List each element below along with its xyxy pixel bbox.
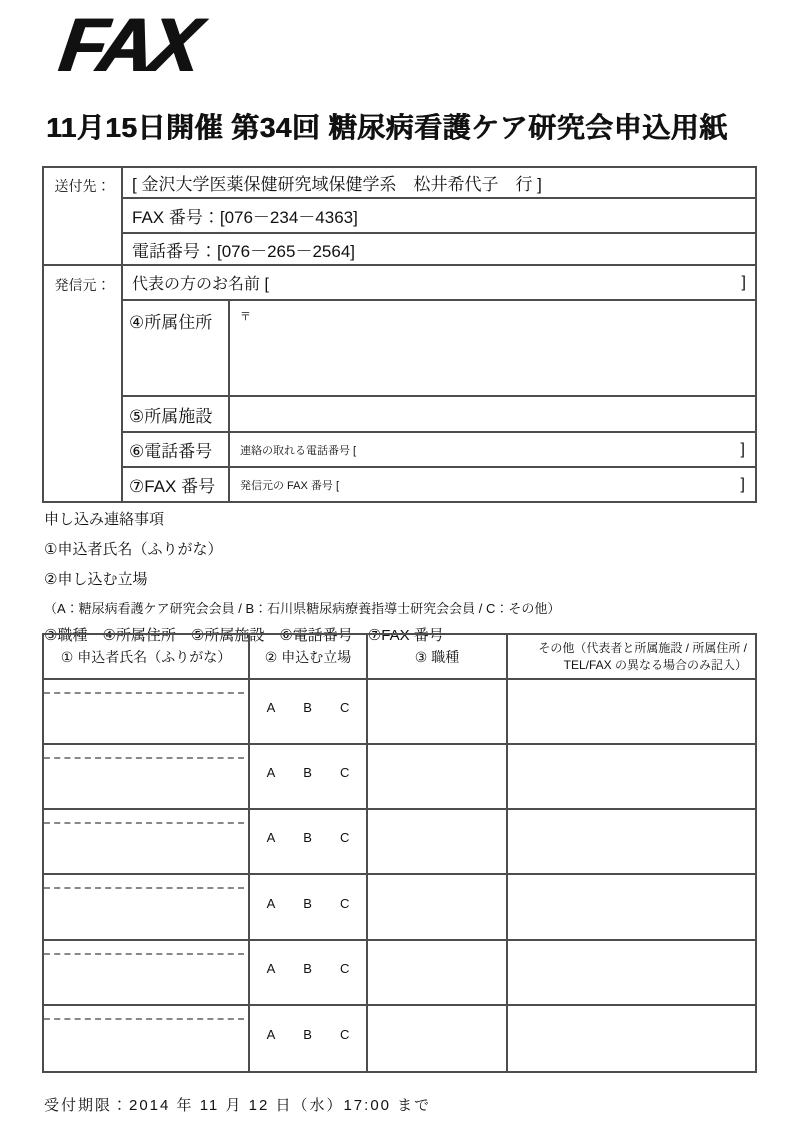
- other-cell: [508, 680, 755, 745]
- occupation-cell: [368, 875, 508, 940]
- application-notes: [44, 508, 560, 645]
- address-field: [230, 301, 755, 397]
- other-cell: [508, 941, 755, 1006]
- recipient-fax-number: FAX 番号：[076－234－4363]: [123, 199, 755, 234]
- option-a: A: [266, 960, 276, 976]
- postal-mark: 〒: [240, 311, 251, 323]
- position-cell: [250, 941, 368, 1006]
- option-c: C: [339, 960, 350, 976]
- header-other: [508, 635, 755, 680]
- recipient-label: 送付先：: [44, 168, 123, 266]
- other-cell: [508, 875, 755, 940]
- header-occupation: ③ 職種: [368, 635, 508, 680]
- header-applicant-name: ① 申込者氏名（ふりがな）: [44, 635, 250, 680]
- position-cell: [250, 1006, 368, 1071]
- fax-field: [230, 468, 755, 501]
- occupation-cell: [368, 745, 508, 810]
- fax-logo: FAX: [54, 3, 202, 88]
- application-deadline: 受付期限：2014 年 11 月 12 日（水）17:00 まで: [44, 1097, 432, 1114]
- furigana-guide-line: [44, 887, 244, 889]
- occupation-cell: [368, 1006, 508, 1071]
- other-cell: [508, 745, 755, 810]
- representative-name-label: 代表の方のお名前 [: [132, 276, 269, 293]
- option-c: C: [339, 830, 350, 846]
- representative-name-field: [123, 266, 755, 301]
- send-sender-table: [42, 166, 757, 503]
- name-cell: [44, 810, 250, 875]
- note-items-list: ③職種 ④所属住所 ⑤所属施設 ⑥電話番号 ⑦FAX 番号: [44, 627, 444, 644]
- other-cell: [508, 1006, 755, 1071]
- option-b: B: [303, 830, 312, 846]
- note-position-options: （A：糖尿病看護ケア研究会会員 / B：石川県糖尿病療養指導士研究会会員 / C：その他）: [44, 601, 561, 616]
- position-cell: [250, 680, 368, 745]
- occupation-cell: [368, 941, 508, 1006]
- phone-label: ⑥電話番号: [123, 433, 230, 468]
- note-applicant-name: ①申込者氏名（ふりがな）: [44, 541, 223, 558]
- name-cell: [44, 745, 250, 810]
- option-c: C: [339, 895, 350, 911]
- furigana-guide-line: [44, 692, 244, 694]
- header-other-line2: TEL/FAX の異なる場合のみ記入）: [563, 657, 747, 672]
- other-cell: [508, 810, 755, 875]
- option-b: B: [303, 765, 312, 781]
- header-other-line1: その他（代表者と所属施設 / 所属住所 /: [538, 641, 747, 656]
- furigana-guide-line: [44, 757, 244, 759]
- name-cell: [44, 680, 250, 745]
- option-b: B: [303, 1026, 312, 1042]
- position-cell: [250, 745, 368, 810]
- name-cell: [44, 1006, 250, 1071]
- position-cell: [250, 875, 368, 940]
- closing-bracket: ]: [741, 273, 746, 291]
- occupation-cell: [368, 680, 508, 745]
- option-a: A: [266, 765, 276, 781]
- note-position: ②申し込む立場: [44, 571, 148, 588]
- name-cell: [44, 941, 250, 1006]
- fax-label: ⑦FAX 番号: [123, 468, 230, 501]
- recipient-phone-number: 電話番号：[076－265－2564]: [123, 234, 755, 266]
- option-c: C: [339, 765, 350, 781]
- option-a: A: [266, 700, 276, 716]
- option-c: C: [339, 700, 350, 716]
- sender-label: 発信元：: [44, 266, 123, 501]
- option-a: A: [266, 1026, 276, 1042]
- furigana-guide-line: [44, 1018, 244, 1020]
- option-b: B: [303, 960, 312, 976]
- option-c: C: [339, 1026, 350, 1042]
- furigana-guide-line: [44, 822, 244, 824]
- header-position: ② 申込む立場: [250, 635, 368, 680]
- facility-field: [230, 397, 755, 433]
- phone-field: [230, 433, 755, 468]
- position-cell: [250, 810, 368, 875]
- phone-hint: 連絡の取れる電話番号 [: [240, 444, 357, 457]
- occupation-cell: [368, 810, 508, 875]
- furigana-guide-line: [44, 953, 244, 955]
- option-b: B: [303, 895, 312, 911]
- notes-heading: 申し込み連絡事項: [44, 511, 165, 528]
- applicant-entry-table: [42, 633, 757, 1073]
- closing-bracket: ]: [740, 475, 745, 493]
- option-a: A: [266, 830, 276, 846]
- option-b: B: [303, 700, 312, 716]
- name-cell: [44, 875, 250, 940]
- fax-hint: 発信元の FAX 番号 [: [240, 479, 340, 492]
- page-title: 11月15日開催 第34回 糖尿病看護ケア研究会申込用紙: [46, 112, 728, 143]
- closing-bracket: ]: [740, 440, 745, 458]
- facility-label: ⑤所属施設: [123, 397, 230, 433]
- option-a: A: [266, 895, 276, 911]
- address-label: ④所属住所: [123, 301, 230, 397]
- recipient-value: [ 金沢大学医薬保健研究域保健学系 松井希代子 行 ]: [123, 168, 755, 199]
